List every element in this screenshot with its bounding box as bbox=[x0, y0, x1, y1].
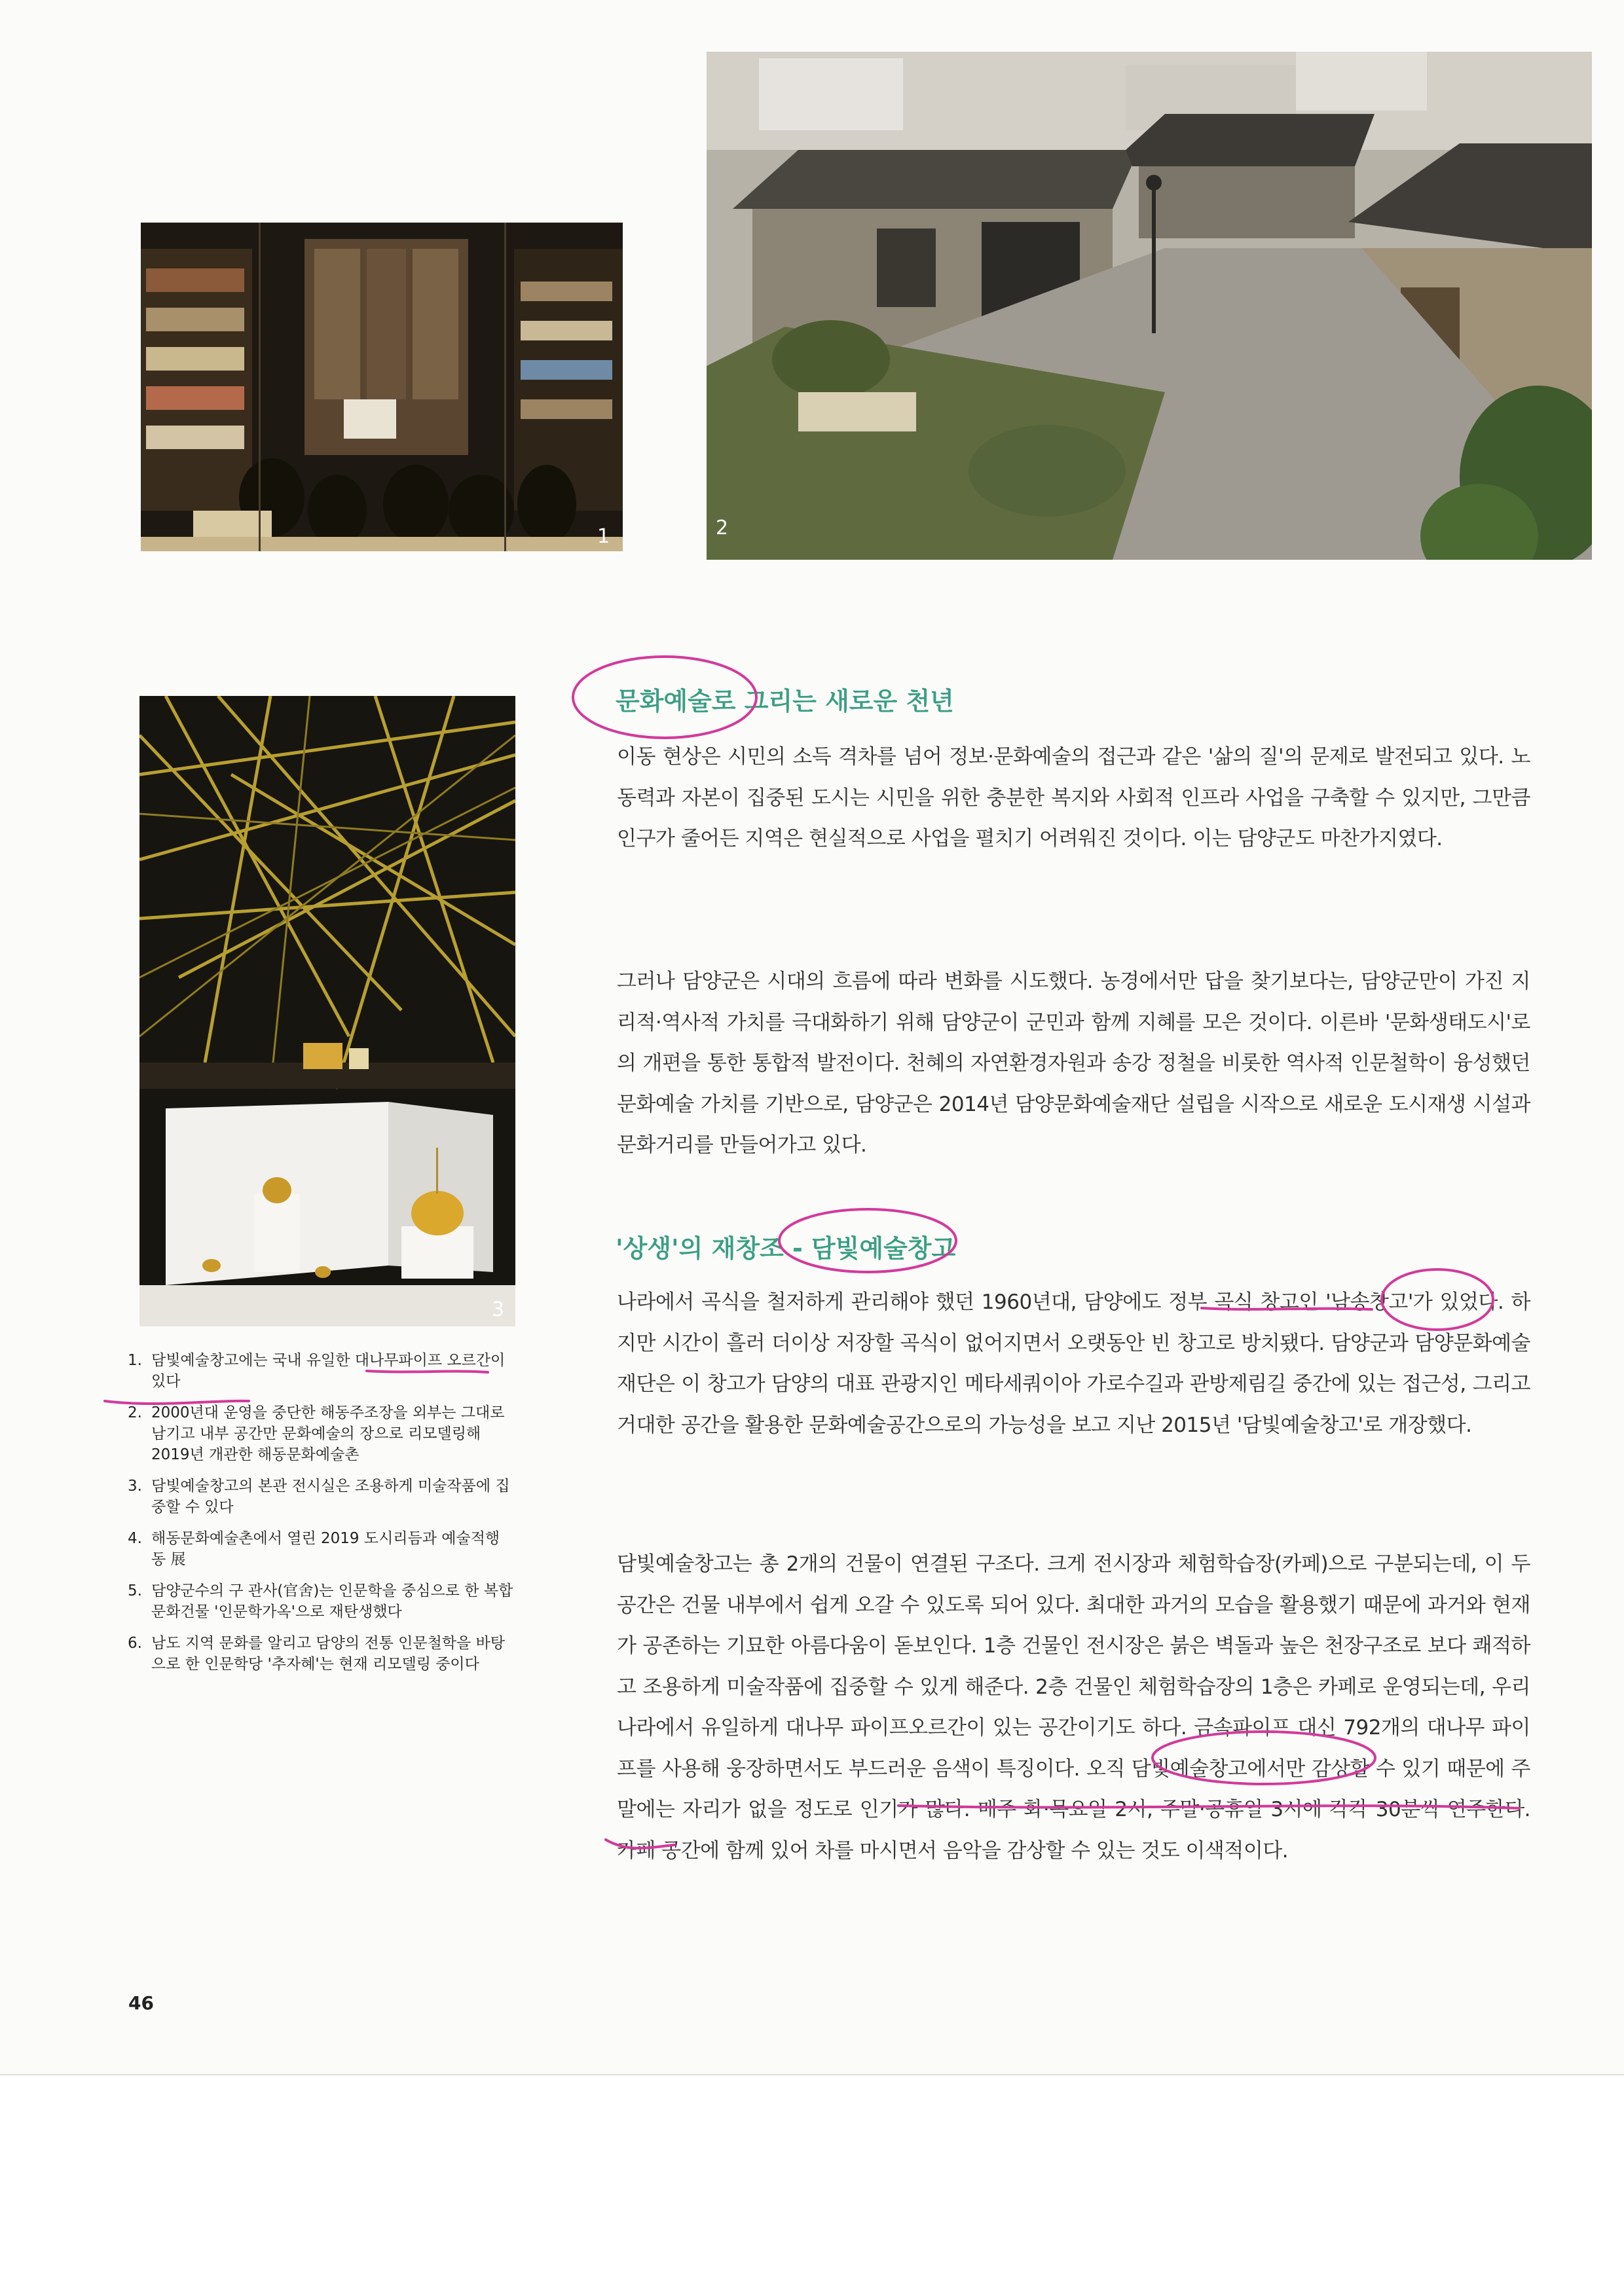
photo-number-3: 3 bbox=[492, 1298, 505, 1321]
caption-item: 1. 담빛예술창고에는 국내 유일한 대나무파이프 오르간이 있다 bbox=[128, 1352, 506, 1390]
photo-courtyard bbox=[707, 52, 1592, 560]
scan-margin bbox=[0, 2075, 1624, 2296]
page-number: 46 bbox=[128, 1992, 154, 2014]
photo-captions bbox=[128, 1350, 514, 1685]
paragraph: 담빛예술창고는 총 2개의 건물이 연결된 구조다. 크게 전시장과 체험학습장(카페)으로 구분되는데, 이 두 공간은 건물 내부에서 쉽게 오갈 수 있도록 되어 있다. 최대한 과거의 모습을 활용했기 때문에 과거와 현재가 공존하는 기묘한 아름다움이 돋보인다. 1층 건물인 전시장은 붉은 벽돌과 높은 천장구조로 보다 쾌적하고 조용하게 미술작품에 집중할 수 있게 해준다. 2층 건물인 체험학습장의 1층은 카페로 운영되는데, 우리나라에서 유일하게 대나무 파이프오르간이 있는 공간이기도 하다. 금속파이프 대신 792개의 대나무 파이프를 사용해 웅장하면서도 부드러운 음색이 특징이다. 오직 담빛예술창고에서만 감상할 수 있기 때문에 주말에는 자리가 없을 정도로 인기가 많다. 매주 화·목요일 2시, 주말·공휴일 3시에 각각 30분씩 연주한다. 카페 공간에 함께 있어 차를 마시면서 음악을 감상할 수 있는 것도 이색적이다. bbox=[617, 1552, 1530, 1863]
photo-exhibition-hall bbox=[139, 696, 515, 1326]
paragraph: 나라에서 곡식을 철저하게 관리해야 했던 1960년대, 담양에도 정부 곡식 창고인 '남송창고'가 있었다. 하지만 시간이 흘러 더이상 저장할 곡식이 없어지면서 오랫동안 빈 창고로 방치됐다. 담양군과 담양문화예술재단은 이 창고가 담양의 대표 관광지인 메타세쿼이아 가로수길과 관방제림길 중간에 있는 접근성, 그리고 거대한 공간을 활용한 문화예술공간으로의 가능성을 보고 지난 2015년 '담빛예술창고'로 개장했다. bbox=[617, 1290, 1530, 1437]
paragraph: 이동 현상은 시민의 소득 격차를 넘어 정보·문화예술의 접근과 같은 '삶의 질'의 문제로 발전되고 있다. 노동력과 자본이 집중된 도시는 시민을 위한 충분한 복지와 사회적 인프라 사업을 구축할 수 있지만, 그만큼 인구가 줄어든 지역은 현실적으로 사업을 펼치기 어려워진 것이다. 이는 담양군도 마찬가지였다. bbox=[617, 745, 1530, 850]
section-heading-damvit-warehouse: '상생'의 재창조 - 담빛예술창고 bbox=[616, 1234, 956, 1263]
caption-item: 4. 해동문화예술촌에서 열린 2019 도시리듬과 예술적행동 展 bbox=[128, 1530, 500, 1568]
caption-item: 6. 남도 지역 문화를 알리고 담양의 전통 인문철학을 바탕으로 한 인문학당 '추자혜'는 현재 리모델링 중이다 bbox=[128, 1635, 505, 1673]
caption-item: 5. 담양군수의 구 관사(官舍)는 인문학을 중심으로 한 복합문화건물 '인문학가옥'으로 재탄생했다 bbox=[128, 1582, 513, 1620]
caption-item: 2. 2000년대 운영을 중단한 해동주조장을 외부는 그대로 남기고 내부 공간만 문화예술의 장으로 리모델링해 2019년 개관한 해동문화예술촌 bbox=[128, 1404, 505, 1463]
paragraph: 그러나 담양군은 시대의 흐름에 따라 변화를 시도했다. 농경에서만 답을 찾기보다는, 담양군만이 가진 지리적·역사적 가치를 극대화하기 위해 담양군이 군민과 함께 지혜를 모은 것이다. 이른바 '문화생태도시'로의 개편을 통한 통합적 발전이다. 천혜의 자연환경자원과 송강 정철을 비롯한 역사적 인문철학이 융성했던 문화예술 가치를 기반으로, 담양군은 2014년 담양문화예술재단 설립을 시작으로 새로운 도시재생 시설과 문화거리를 만들어가고 있다. bbox=[617, 970, 1530, 1157]
section-heading-culture-millennium: 문화예술로 그리는 새로운 천년 bbox=[616, 687, 954, 716]
photo-library-organ bbox=[141, 223, 623, 551]
photo-number-2: 2 bbox=[716, 517, 729, 539]
caption-item: 3. 담빛예술창고의 본관 전시실은 조용하게 미술작품에 집중할 수 있다 bbox=[128, 1478, 510, 1516]
photo-number-1: 1 bbox=[597, 525, 610, 548]
